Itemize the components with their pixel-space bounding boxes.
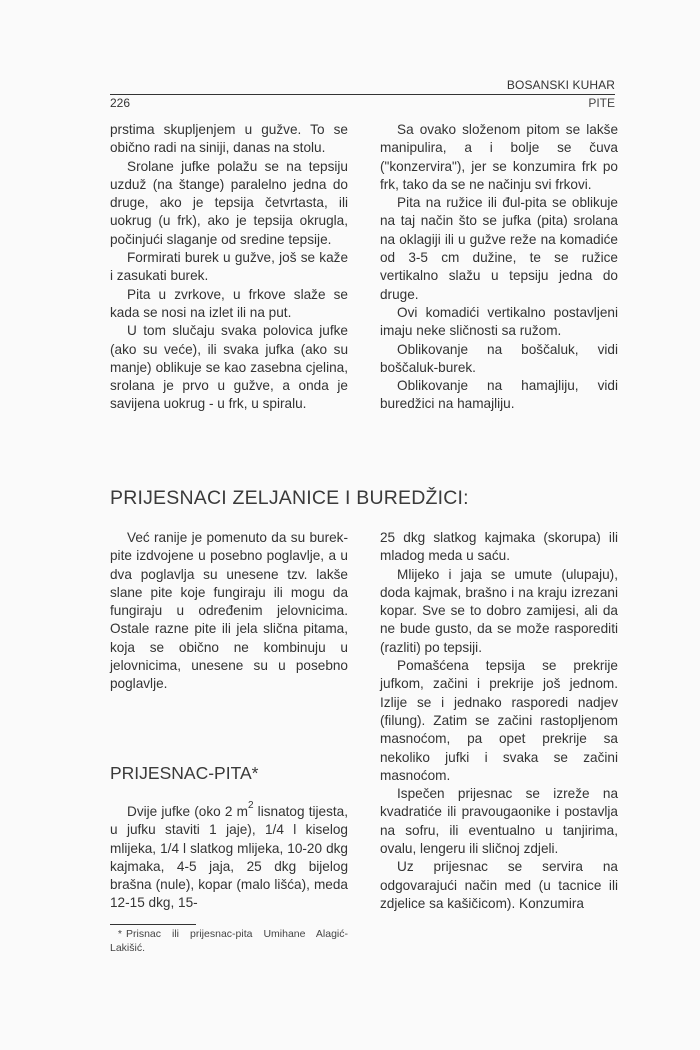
paragraph: Srolane jufke polažu se na tepsiju uzduž (na štange) paralelno jedna do druge, ako je tepsija četvrtasta, ili uokrug (u frk), ako je tepsija okrugla, počinjući slaganje od sredine tepsije.	[110, 158, 348, 247]
paragraph: Mlijeko i jaja se umute (ulupaju), doda kajmak, brašno i na kraju izrezani kopar. Sve se to dobro zamijesi, ali da ne bude gusto, da se može rasporediti (razliti) po tepsiji.	[380, 566, 618, 655]
paragraph: 25 dkg slatkog kajmaka (skorupa) ili mladog meda u saću.	[380, 530, 618, 564]
ingredients-text-end: lisnatog tijesta, u jufku staviti 1 jaje), 1/4 l kiselog mlijeka, 1/4 l slatkog mlijeka, 10-20 dkg kajmaka, 4-5 jaja, 25 dkg bijelog brašna (nule), kopar (malo lišća), meda 12-15 dkg, 15-	[110, 804, 348, 911]
running-header	[110, 78, 615, 108]
paragraph: Oblikovanje na hamajliju, vidi buredžici na hamajliju.	[380, 378, 618, 412]
ingredients-text-start: Dvije jufke (oko 2 m	[127, 804, 248, 819]
paragraph: Pomašćena tepsija se prekrije jufkom, začini i prekrije još jednom. Izlije se i jednako rasporedi nadjev (filung). Zatim se začini rastopljenom masnoćom, pa opet prekrije sa nekoliko jufki i svaka se začini masnoćom.	[380, 658, 618, 783]
paragraph: Ispečen prijesnac se izreže na kvadratiće ili pravougaonike i postavlja na sofru, ili eventualno u tanjirima, ovalu, lengeru ili sličnoj zdjeli.	[380, 786, 618, 857]
footnote-marker: *	[117, 928, 122, 940]
header-rule	[110, 94, 615, 95]
ingredients-paragraph	[110, 800, 348, 913]
section-name: PITE	[588, 96, 615, 110]
paragraph: Uz prijesnac se servira na odgovarajući način med (u tacnice ili zdjelice sa kašičicom). Konzumira	[380, 859, 618, 911]
paragraph: U tom slučaju svaka polovica jufke (ako su veće), ili svaka jufka (ako su manje) oblikuje se kao zasebna cjelina, srolana je prvo u gužve, a onda je savijena uokrug - u frk, u spiralu.	[110, 323, 348, 412]
paragraph: Već ranije je pomenuto da su burek-pite izdvojene u posebno poglavlje, a u dva poglavlja su unesene tzv. lakše slane pite koje fungiraju ili mogu da fungiraju u određenim jelovnicima. Ostale razne pite ili jela slična pitama, koja se obično ne kombinuju u jelovnicima, unesene su u posebno poglavlje.	[110, 530, 348, 692]
page-number: 226	[110, 96, 131, 110]
paragraph: Oblikovanje na boščaluk, vidi boščaluk-burek.	[380, 341, 618, 375]
paragraph: Pita na ružice ili đul-pita se oblikuje na taj način što se jufka (pita) srolana na oklagiji ili u gužve reže na komadiće od 3-5 cm dužine, te se ružice vertikalno slažu u tepsiju jedna do druge.	[380, 195, 618, 302]
superscript: 2	[247, 800, 254, 812]
recipe-heading: PRIJESNAC-PITA*	[110, 763, 259, 783]
paragraph: Pita u zvrkove, u frkove slaže se kada se nosi na izlet ili na put.	[110, 286, 348, 320]
chapter-intro	[110, 529, 348, 694]
footnote-text: Prisnac ili prijesnac-pita Umihane Alagić-Lakišić.	[110, 928, 348, 954]
paragraph: Sa ovako složenom pitom se lakše manipulira, a i bolje se čuva ("konzervira"), jer se konzumira frk po frk, tako da se ne načinju svi frkovi.	[380, 122, 618, 192]
paragraph: Ovi komadići vertikalno postavljeni imaju neke sličnosti sa ružom.	[380, 304, 618, 339]
top-left-column	[110, 121, 348, 414]
recipe-ingredients	[110, 800, 348, 913]
chapter-heading: PRIJESNACI ZELJANICE I BUREDŽICI:	[110, 487, 469, 509]
footnote-rule	[110, 924, 196, 925]
book-page	[110, 0, 618, 1050]
footnote	[110, 927, 348, 955]
paragraph: Formirati burek u gužve, još se kaže i zasukati burek.	[110, 250, 348, 284]
book-title: BOSANSKI KUHAR	[506, 78, 615, 92]
recipe-method-column	[380, 529, 618, 913]
paragraph: prstima skupljenjem u gužve. To se obično radi na siniji, danas na stolu.	[110, 122, 348, 156]
top-right-column	[380, 121, 618, 414]
